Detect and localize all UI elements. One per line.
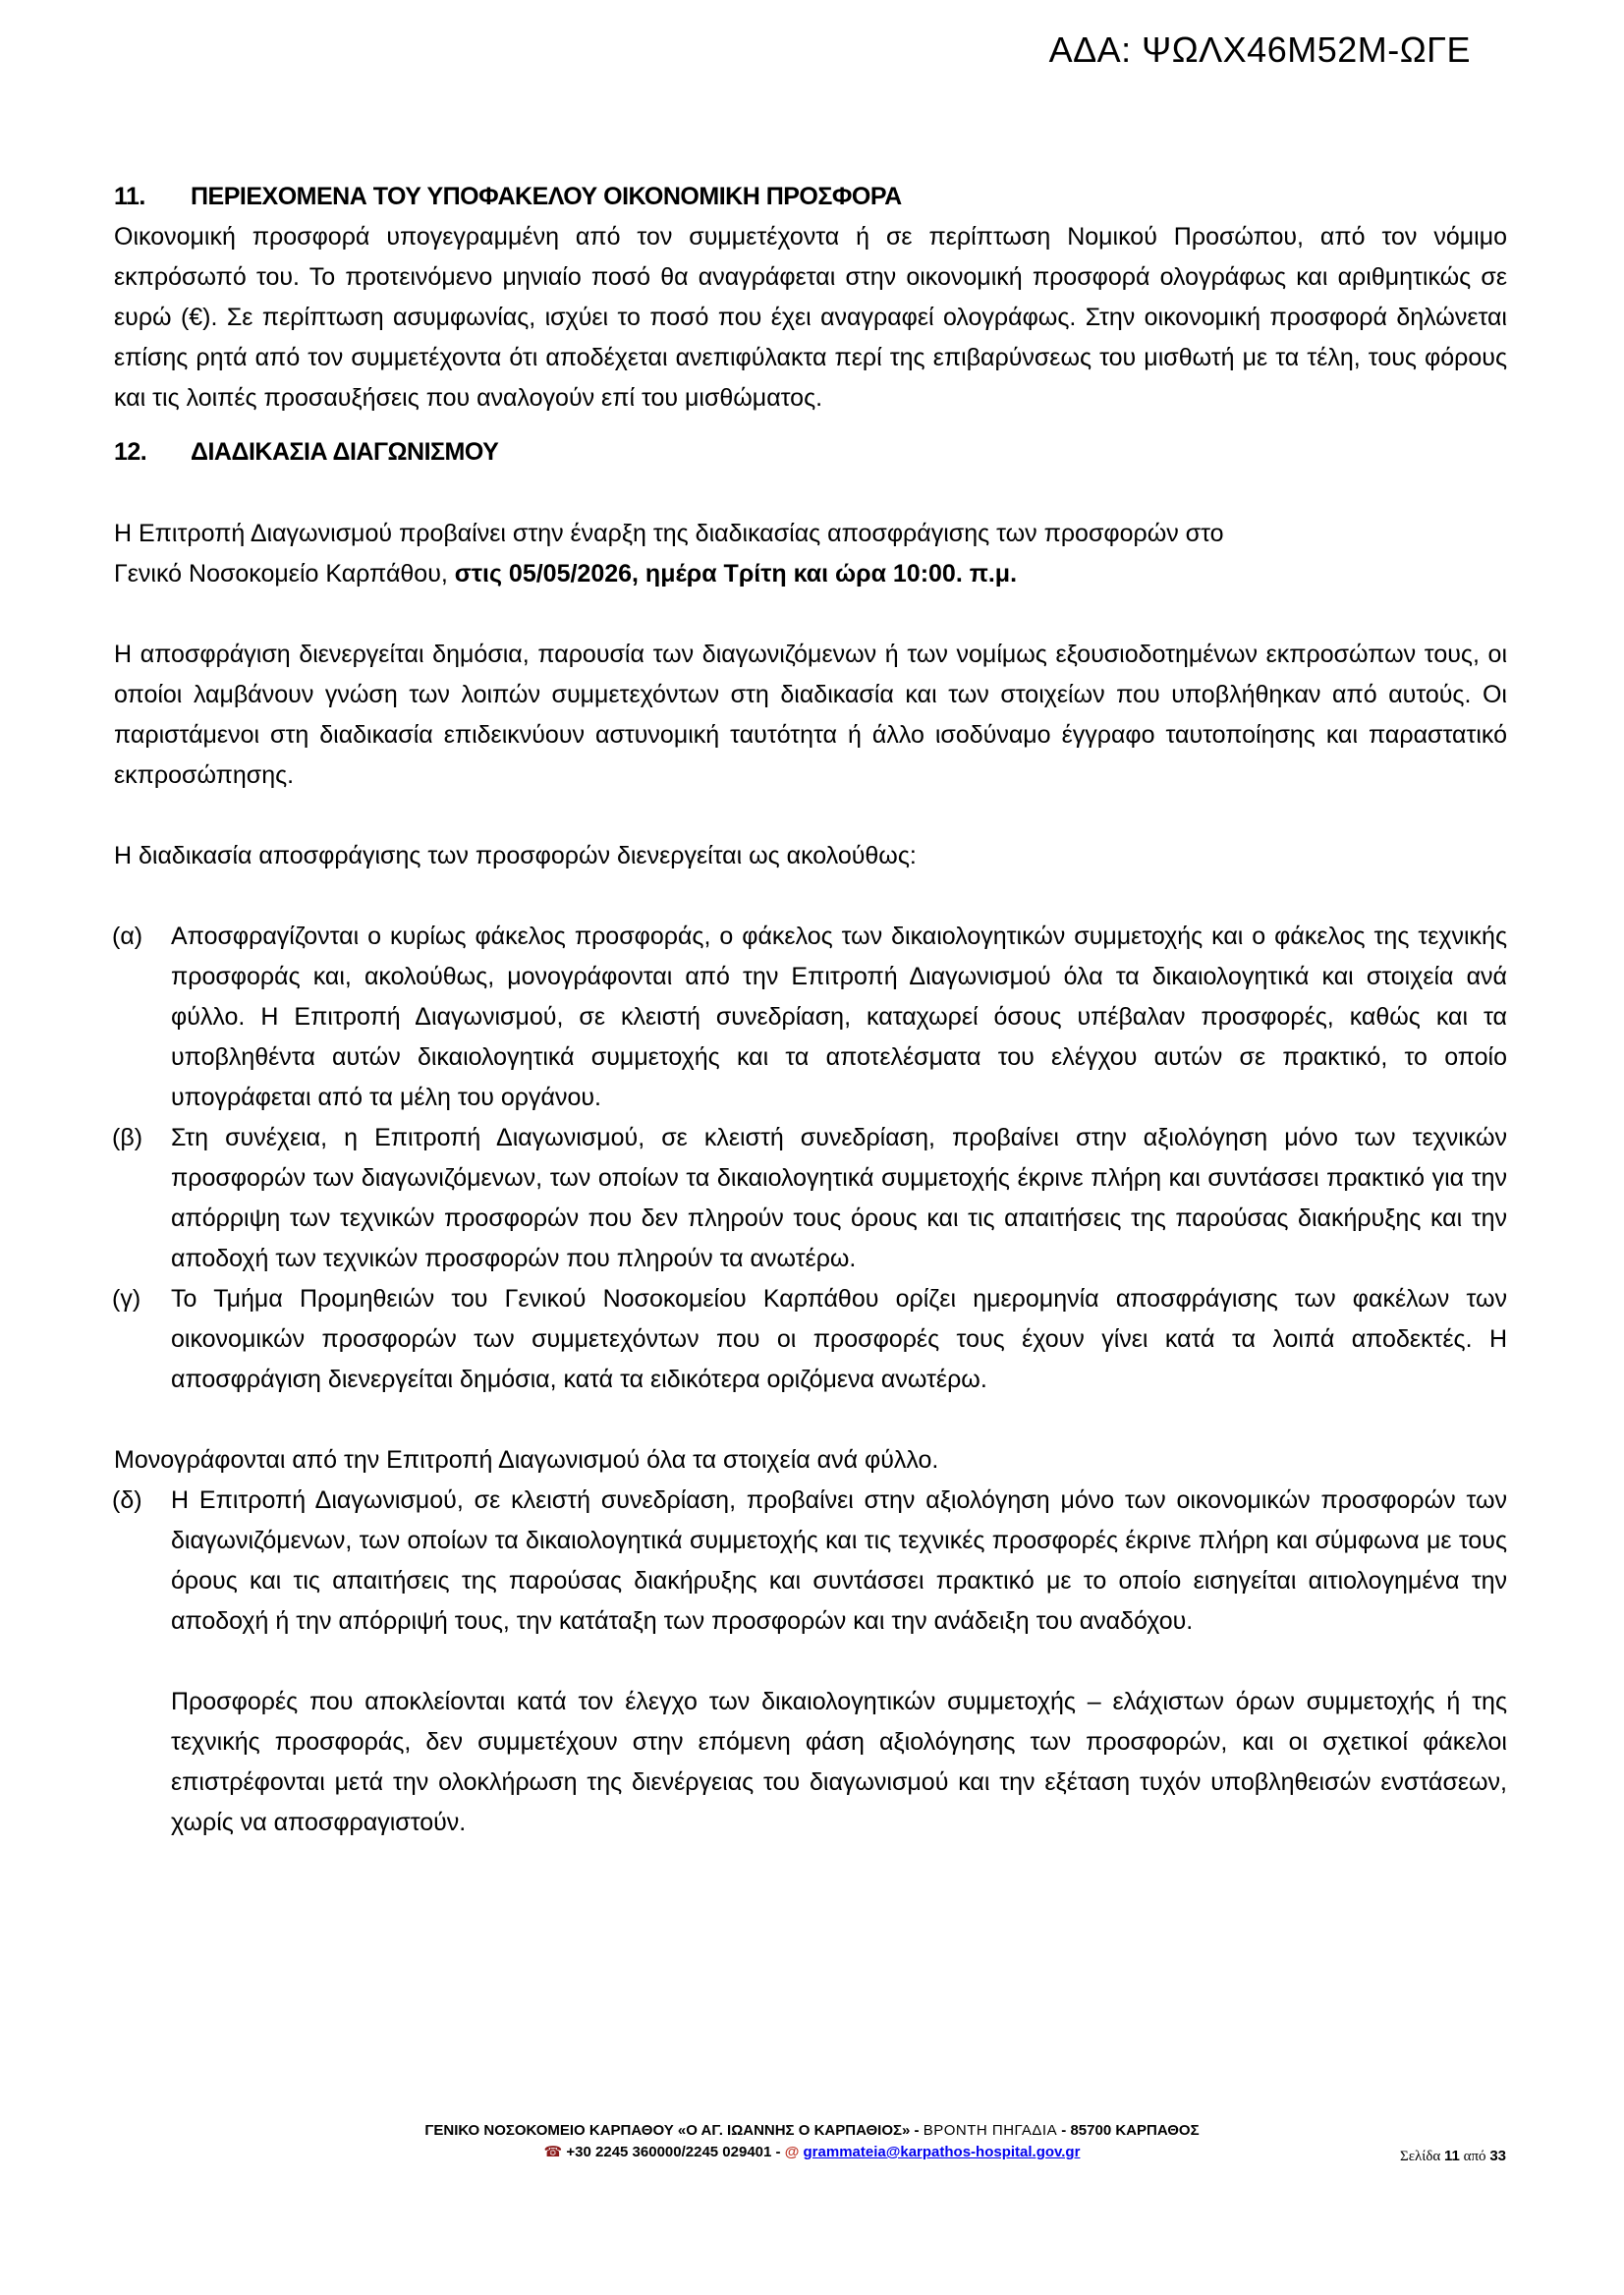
email-link[interactable]: grammateia@karpathos-hospital.gov.gr [803,2144,1081,2160]
section-number: 11. [114,183,145,210]
opening-intro [114,514,1507,594]
section-11-paragraph: Οικονομική προσφορά υπογεγραμμένη από τον συμμετέχοντα ή σε περίπτωση Νομικού Προσώπου, από τον νόμιμο εκπρόσωπό του. Το προτεινόμενο μηνιαίο ποσό θα αναγράφεται στην οικονομική προσφορά ολογράφως και αριθμητικώς σε ευρώ (€). Σε περίπτωση ασυμφωνίας, ισχύει το ποσό που έχει αναγραφεί ολογράφως. Στην οικονομική προσφορά δηλώνεται επίσης ρητά από τον συμμετέχοντα ότι αποδέχεται ανεπιφύλακτα περί της επιβαρύνσεως του μισθωτή με τα τέλη, τους φόρους και τις λοιπές προσαυξήσεις που αναλογούν επί του μισθώματος. [114,223,1507,412]
opening-date: στις 05/05/2026, ημέρα Τρίτη και ώρα 10:00. π.μ. [454,560,1018,588]
page-number: Σελίδα 11 από 33 [1400,2148,1506,2164]
section-title: ΠΕΡΙΕΧΟΜΕΝΑ ΤΟΥ ΥΠΟΦΑΚΕΛΟΥ ΟΙΚΟΝΟΜΙΚΗ ΠΡΟΣΦΟΡΑ [191,183,902,210]
ada-code: ΑΔΑ: ΨΩΛΧ46Μ52Μ-ΩΓΕ [1048,29,1471,70]
list-item-text: Στη συνέχεια, η Επιτροπή Διαγωνισμού, σε κλειστή συνεδρίαση, προβαίνει στην αξιολόγηση μόνο των τεχνικών προσφορών των διαγωνιζόμενων, των οποίων τα δικαιολογητικά συμμετοχής έκρινε πλήρη και συντάσσει πρακτικό για την απόρριψη των τεχνικών προσφορών που δεν πληρούν τους όρους και τις απαιτήσεις της παρούσας διακήρυξης και την αποδοχή των τεχνικών προσφορών που πληρούν τα ανωτέρω. [171,1124,1507,1272]
list-item-text: Το Τμήμα Προμηθειών του Γενικού Νοσοκομείου Καρπάθου ορίζει ημερομηνία αποσφράγισης των φακέλων των οικονομικών προσφορών των συμμετεχόντων που οι προσφορές τους έχουν γίνει κατά τα λοιπά αποδεκτές. Η αποσφράγιση διενεργείται δημόσια, κατά τα ειδικότερα οριζόμενα ανωτέρω. [171,1285,1507,1393]
email-icon: @ [784,2144,800,2160]
list-marker: (α) [112,923,143,950]
opening-public-paragraph: Η αποσφράγιση διενεργείται δημόσια, παρουσία των διαγωνιζόμενων ή των νομίμως εξουσιοδοτημένων εκπροσώπων τους, οι οποίοι λαμβάνουν γνώση των λοιπών συμμετεχόντων στη διαδικασία και των στοιχείων που υποβλήθηκαν από αυτούς. Οι παριστάμενοι στη διαδικασία επιδεικνύουν αστυνομική ταυτότητα ή άλλο ισοδύναμο έγγραφο ταυτοποίησης και παραστατικό εκπροσώπησης. [114,641,1507,789]
current-page: 11 [1444,2148,1460,2164]
procedure-intro: Η διαδικασία αποσφράγισης των προσφορών διενεργείται ως ακολούθως: [114,842,917,869]
list-item-d [114,1481,1507,1642]
footer-address-line: ΓΕΝΙΚΟ ΝΟΣΟΚΟΜΕΙΟ ΚΑΡΠΑΘΟΥ «Ο ΑΓ. ΙΩΑΝΝΗΣ Ο ΚΑΡΠΑΘΙΟΣ» - ΒΡΟΝΤΗ ΠΗΓΑΔΙΑ - 85700 ΚΑΡΠΑΘΟΣ [424,2122,1200,2139]
page-footer [0,2120,1624,2163]
section-11-heading [114,177,1507,217]
initialing-note: Μονογράφονται από την Επιτροπή Διαγωνισμού όλα τα στοιχεία ανά φύλλο. [114,1446,939,1474]
footer-contact-line [0,2142,1624,2163]
intro-line-2: Γενικό Νοσοκομείο Καρπάθου, [114,560,455,588]
list-item-text: Αποσφραγίζονται ο κυρίως φάκελος προσφοράς, ο φάκελος των δικαιολογητικών συμμετοχής και ο φάκελος της τεχνικής προσφοράς και, ακολούθως, μονογράφονται από την Επιτροπή Διαγωνισμού όλα τα δικαιολογητικά και στοιχεία ανά φύλλο. Η Επιτροπή Διαγωνισμού, σε κλειστή συνεδρίαση, καταχωρεί όσους υπέβαλαν προσφορές, καθώς και τα υποβληθέντα αυτών δικαιολογητικά συμμετοχής και τα αποτελέσματα του ελέγχου αυτών σε πρακτικό, το οποίο υπογράφεται από τα μέλη του οργάνου. [171,923,1507,1111]
list-item-c [114,1279,1507,1400]
total-pages: 33 [1489,2148,1506,2164]
phone-numbers: +30 2245 360000/2245 029401 - [562,2144,785,2160]
excluded-offers-paragraph: Προσφορές που αποκλείονται κατά τον έλεγχο των δικαιολογητικών συμμετοχής – ελάχιστων όρων συμμετοχής ή της τεχνικής προσφοράς, δεν συμμετέχουν στην επόμενη φάση αξιολόγησης των προσφορών, και οι σχετικοί φάκελοι επιστρέφονται μετά την ολοκλήρωση της διενέργειας του διαγωνισμού και την εξέταση τυχόν υποβληθεισών ενστάσεων, χωρίς να αποσφραγιστούν. [171,1688,1507,1836]
list-marker: (δ) [112,1486,142,1514]
list-marker: (β) [112,1124,143,1151]
phone-icon: ☎ [543,2144,563,2160]
section-number: 12. [114,438,147,466]
list-item-text: Η Επιτροπή Διαγωνισμού, σε κλειστή συνεδρίαση, προβαίνει στην αξιολόγηση μόνο των οικονομικών προσφορών των διαγωνιζόμενων, των οποίων τα δικαιολογητικά συμμετοχής και τις τεχνικές προσφορές έκρινε πλήρη και σύμφωνα με τους όρους και τις απαιτήσεις της παρούσας διακήρυξης και συντάσσει πρακτικό με το οποίο εισηγείται αιτιολογημένα την αποδοχή ή την απόρριψή τους, την κατάταξη των προσφορών και την ανάδειξη του αναδόχου. [171,1486,1507,1635]
intro-line-1: Η Επιτροπή Διαγωνισμού προβαίνει στην έναρξη της διαδικασίας αποσφράγισης των προσφορών στο [114,520,1224,547]
hospital-address: ΒΡΟΝΤΗ ΠΗΓΑΔΙΑ [923,2122,1058,2139]
list-item-a [114,917,1507,1118]
list-marker: (γ) [112,1285,141,1313]
hospital-name: ΓΕΝΙΚΟ ΝΟΣΟΚΟΜΕΙΟ ΚΑΡΠΑΘΟΥ «Ο ΑΓ. ΙΩΑΝΝΗΣ Ο ΚΑΡΠΑΘΙΟΣ» [424,2122,911,2139]
section-12-heading [114,432,1507,473]
document-body [114,177,1507,1843]
list-item-b [114,1118,1507,1279]
postal-code: 85700 ΚΑΡΠΑΘΟΣ [1070,2122,1200,2139]
section-title: ΔΙΑΔΙΚΑΣΙΑ ΔΙΑΓΩΝΙΣΜΟΥ [191,438,499,466]
